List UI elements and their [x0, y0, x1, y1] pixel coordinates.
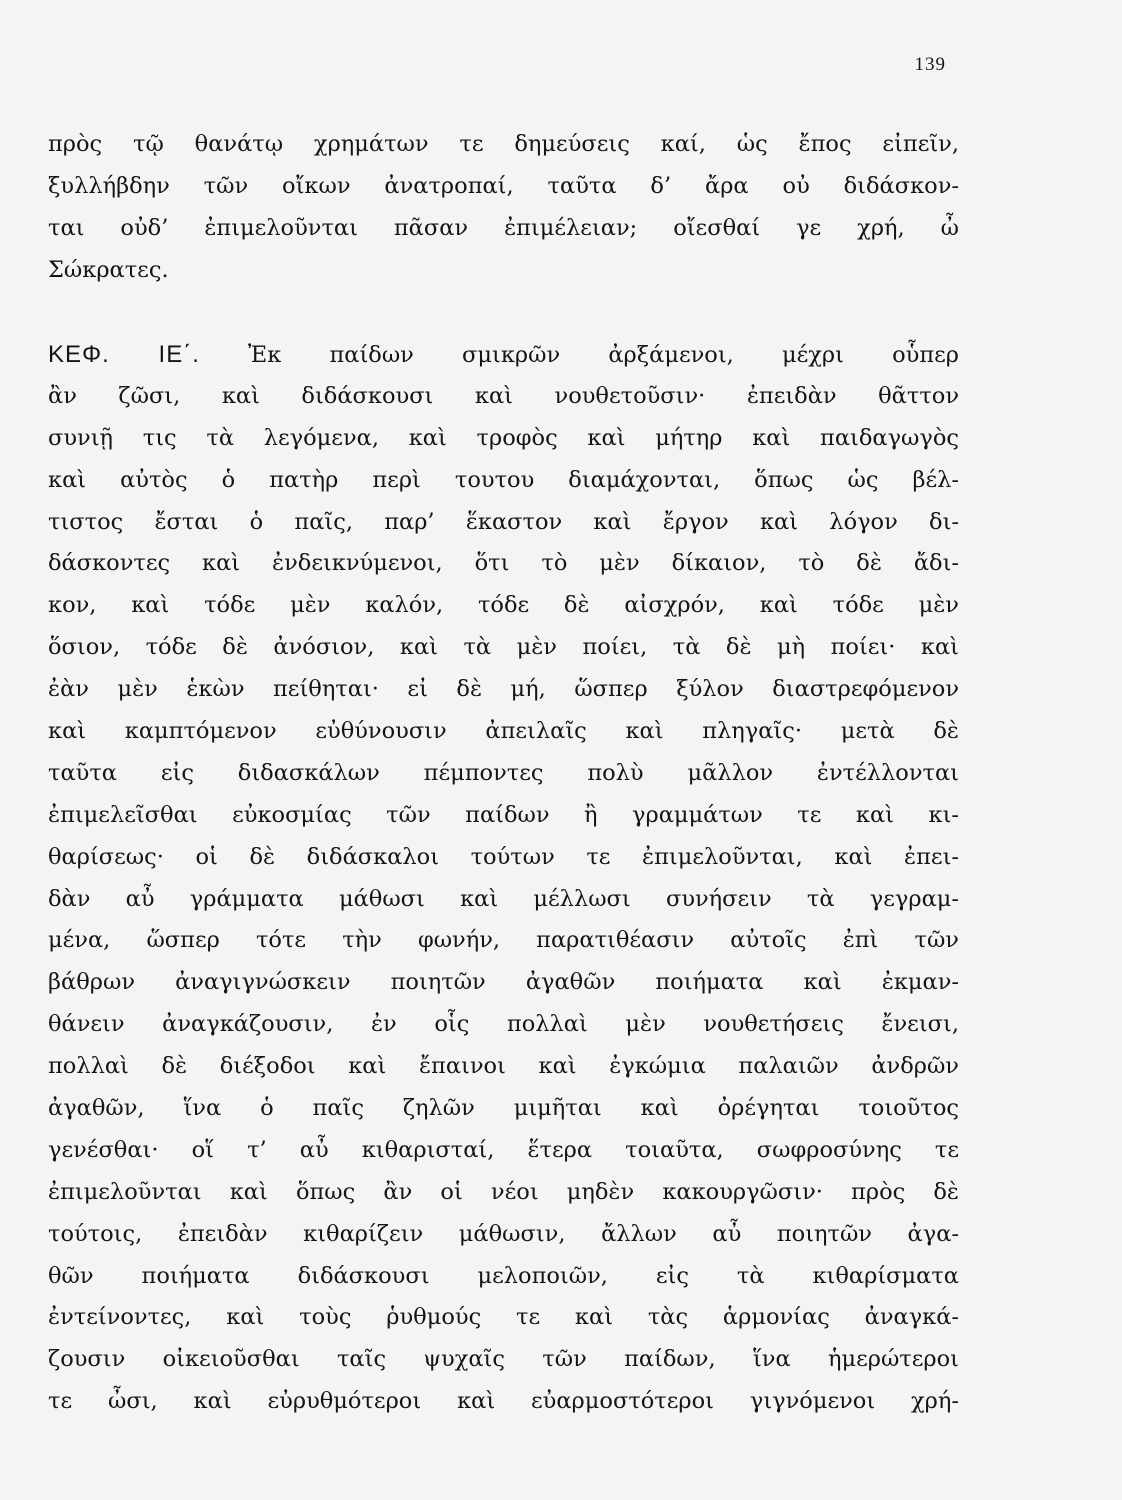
text-line: θαρίσεως· οἱ δὲ διδάσκαλοι τούτων τε ἐπιμελοῦνται, καὶ ἐπει-	[48, 843, 959, 870]
text-line: ται οὐδ’ ἐπιμελοῦνται πᾶσαν ἐπιμέλειαν; οἴεσθαί γε χρή, ὦ	[48, 214, 959, 241]
text-line: καὶ αὐτὸς ὁ πατὴρ περὶ τουτου διαμάχονται, ὅπως ὡς βέλ-	[48, 466, 959, 493]
text-line: θῶν ποιήματα διδάσκουσι μελοποιῶν, εἰς τὰ κιθαρίσματα	[48, 1262, 959, 1289]
text-line: δὰν αὖ γράμματα μάθωσι καὶ μέλλωσι συνήσειν τὰ γεγραμ-	[48, 885, 959, 912]
text-line: ὅσιον, τόδε δὲ ἀνόσιον, καὶ τὰ μὲν ποίει, τὰ δὲ μὴ ποίει· καὶ	[48, 634, 959, 661]
text-line: ταῦτα εἰς διδασκάλων πέμποντες πολὺ μᾶλλον ἐντέλλονται	[48, 759, 959, 786]
text-line: ἀγαθῶν, ἵνα ὁ παῖς ζηλῶν μιμῆται καὶ ὀρέγηται τοιοῦτος	[48, 1095, 959, 1122]
text-line: πρὸς τῷ θανάτῳ χρημάτων τε δημεύσεις καί, ὡς ἔπος εἰπεῖν,	[48, 131, 959, 157]
text-line: τιστος ἔσται ὁ παῖς, παρ’ ἕκαστον καὶ ἔργον καὶ λόγον δι-	[48, 508, 959, 535]
text-line: ἐπιμελοῦνται καὶ ὅπως ἂν οἱ νέοι μηδὲν κακουργῶσιν· πρὸς δὲ	[48, 1178, 959, 1205]
text-line: τούτοις, ἐπειδὰν κιθαρίζειν μάθωσιν, ἄλλων αὖ ποιητῶν ἀγα-	[48, 1220, 959, 1247]
text-line: πολλαὶ δὲ διέξοδοι καὶ ἔπαινοι καὶ ἐγκώμια παλαιῶν ἀνδρῶν	[48, 1053, 959, 1080]
text-line: ἂν ζῶσι, καὶ διδάσκουσι καὶ νουθετοῦσιν· ἐπειδὰν θᾶττον	[48, 382, 959, 409]
text-line: συνιῇ τις τὰ λεγόμενα, καὶ τροφὸς καὶ μήτηρ καὶ παιδαγωγὸς	[48, 424, 959, 451]
text-line: γενέσθαι· οἵ τ’ αὖ κιθαρισταί, ἕτερα τοιαῦτα, σωφροσύνης τε	[48, 1136, 959, 1163]
text-line: ἐντείνοντες, καὶ τοὺς ῥυθμούς τε καὶ τὰς ἁρμονίας ἀναγκά-	[48, 1304, 959, 1331]
text-line: Σώκρατες.	[48, 256, 169, 283]
text-line: ξυλλήβδην τῶν οἴκων ἀνατροπαί, ταῦτα δ’ ἄρα οὐ διδάσκον-	[48, 172, 959, 199]
chapter-first-line-text: Ἐκ παίδων σμικρῶν ἀρξάμενοι, μέχρι οὗπερ	[248, 342, 959, 368]
text-line: ἐπιμελεῖσθαι εὐκοσμίας τῶν παίδων ἢ γραμμάτων τε καὶ κι-	[48, 801, 959, 828]
text-line: ἐὰν μὲν ἑκὼν πείθηται· εἰ δὲ μή, ὥσπερ ξύλον διαστρεφόμενον	[48, 676, 959, 703]
text-line: καὶ καμπτόμενον εὐθύνουσιν ἀπειλαῖς καὶ πληγαῖς· μετὰ δὲ	[48, 718, 959, 745]
chapter-first-line	[48, 334, 959, 376]
text-line: δάσκοντες καὶ ἐνδεικνύμενοι, ὅτι τὸ μὲν δίκαιον, τὸ δὲ ἄδι-	[48, 550, 959, 577]
page-number: 139	[914, 54, 946, 75]
text-line: κον, καὶ τόδε μὲν καλόν, τόδε δὲ αἰσχρόν, καὶ τόδε μὲν	[48, 592, 959, 619]
text-line: τε ὦσι, καὶ εὐρυθμότεροι καὶ εὐαρμοστότεροι γιγνόμενοι χρή-	[48, 1388, 959, 1415]
chapter-paragraph	[48, 334, 959, 1423]
chapter-heading: ΚΕΦ. ΙΕ΄.	[48, 341, 200, 368]
paragraph-continuation	[48, 124, 959, 292]
text-line: μένα, ὥσπερ τότε τὴν φωνήν, παρατιθέασιν αὐτοῖς ἐπὶ τῶν	[48, 927, 959, 954]
text-line: θάνειν ἀναγκάζουσιν, ἐν οἷς πολλαὶ μὲν νουθετήσεις ἔνεισι,	[48, 1011, 959, 1038]
text-line: ζουσιν οἰκειοῦσθαι ταῖς ψυχαῖς τῶν παίδων, ἵνα ἡμερώτεροι	[48, 1346, 959, 1373]
text-line: βάθρων ἀναγιγνώσκειν ποιητῶν ἀγαθῶν ποιήματα καὶ ἐκμαν-	[48, 969, 959, 996]
